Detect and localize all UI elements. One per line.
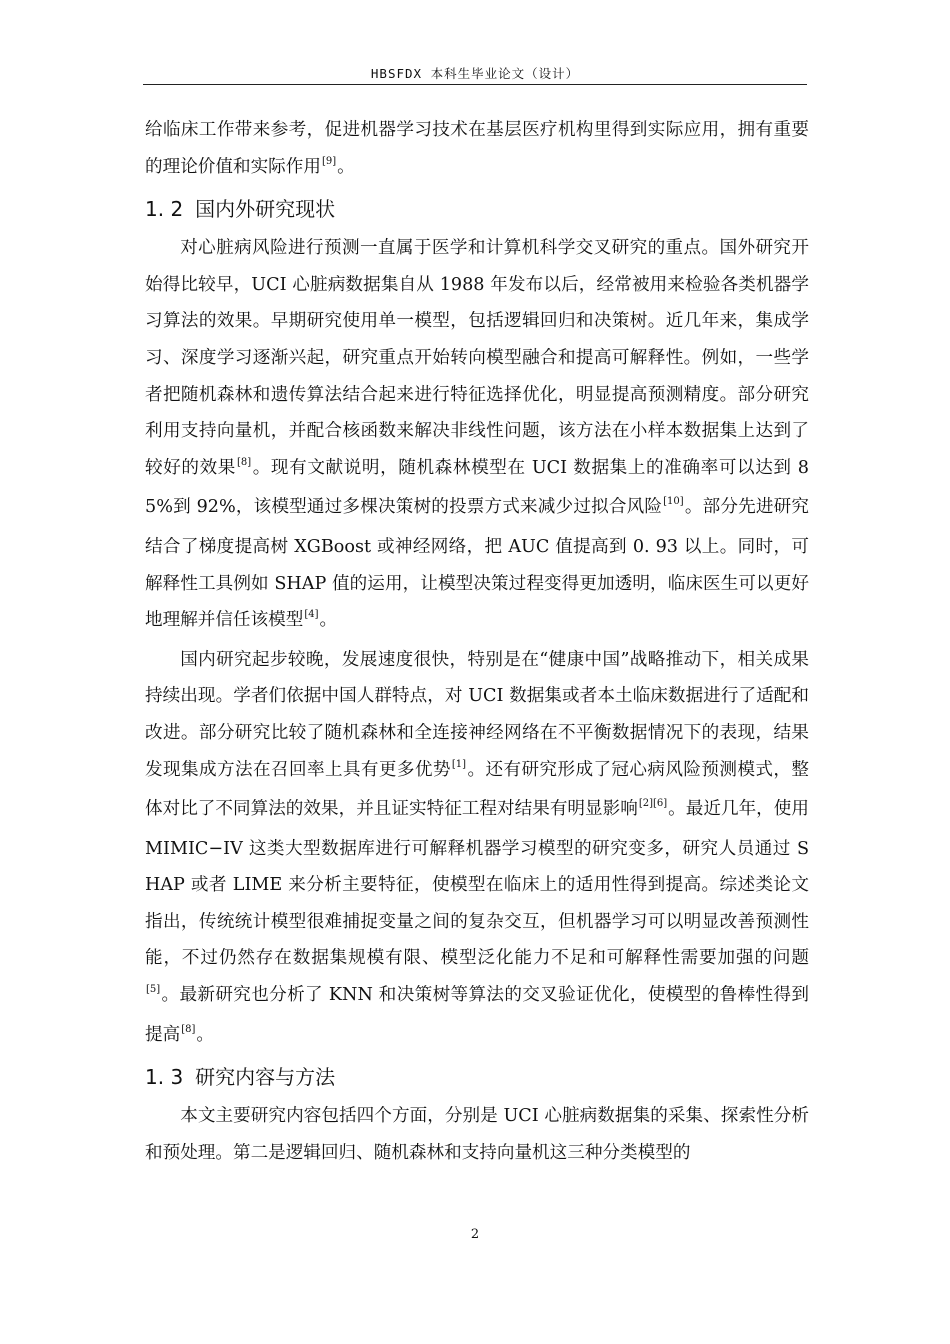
citation-ref[interactable]: [10] [663, 496, 684, 508]
text-span: 。 [196, 1024, 214, 1045]
text-span: 对心脏病风险进行预测一直属于医学和计算机科学交叉研究的重点。国外研究开始得比较早，UCI 心脏病数据集自从 1988 年发布以后，经常被用来检验各类机器学习算法的效果。早期研究使用单一模型，包括逻辑回归和决策树。近几年来，集成学习、深度学习逐渐兴起，研究重点开始转向模型融合和提高可解释性。例如，一些学者把随机森林和遗传算法结合起来进行特征选择优化，明显提高预测精度。部分研究利用支持向量机，并配合核函数来解决非线性问题，该方法在小样本数据集上达到了较好的效果 [145, 238, 809, 478]
citation-ref[interactable]: [8] [181, 1023, 196, 1035]
text-span: 。 [337, 156, 355, 177]
section-heading-1-2 [145, 194, 809, 224]
text-span: 。现有文献说明，随机森林模型在 UCI 数据集上的准确率可以达到 85%到 92%，该模型通过多棵决策树的投票方式来减少过拟合风险 [145, 457, 809, 518]
citation-ref[interactable]: [5] [146, 984, 161, 996]
text-span: 。还有研究形成了冠心病风险预测模式，整体对比了不同算法的效果，并且证实特征工程对结果有明显影响 [145, 759, 809, 820]
section-number: 1. 2 [145, 197, 184, 222]
paragraph-continuation [145, 112, 809, 188]
page-body [145, 112, 809, 1171]
text-span: 。 [319, 610, 338, 631]
page-header: HBSFDX 本科生毕业论文（设计） [370, 66, 580, 81]
text-span: 给临床工作带来参考，促进机器学习技术在基层医疗机构里得到实际应用，拥有重要的理论价值和实际作用 [145, 120, 809, 177]
citation-ref[interactable]: [2][6] [638, 798, 668, 810]
citation-ref[interactable]: [1] [451, 758, 467, 770]
text-span: 国内研究起步较晚，发展速度很快，特别是在“健康中国”战略推动下，相关成果持续出现。学者们依据中国人群特点，对 UCI 数据集或者本土临床数据进行了适配和改进。部分研究比较了随机森林和全连接神经网络在不平衡数据情况下的表现，结果发现集成方法在召回率上具有更多优势 [145, 649, 809, 780]
section-number: 1. 3 [145, 1065, 184, 1090]
text-span: 。最新研究也分析了 KNN 和决策树等算法的交叉验证优化，使模型的鲁棒性得到提高 [145, 985, 809, 1045]
section-heading-1-3 [145, 1062, 809, 1092]
header-rule [143, 84, 807, 85]
citation-ref[interactable]: [8] [236, 456, 252, 468]
paragraph-foreign-research [145, 230, 809, 642]
text-span: 本文主要研究内容包括四个方面，分别是 UCI 心脏病数据集的采集、探索性分析和预处理。第二是逻辑回归、随机森林和支持向量机这三种分类模型的 [145, 1106, 809, 1163]
paragraph-research-content [145, 1098, 809, 1171]
section-title: 研究内容与方法 [195, 1065, 336, 1090]
citation-ref[interactable]: [9] [321, 155, 337, 167]
citation-ref[interactable]: [4] [304, 609, 319, 621]
text-span: 。部分先进研究结合了梯度提高树 XGBoost 或神经网络，把 AUC 值提高到 0. 93 以上。同时，可解释性工具例如 SHAP 值的运用，让模型决策过程变得更加透明，临床医生可以更好地理解并信任该模型 [145, 497, 809, 631]
section-title: 国内外研究现状 [195, 197, 336, 222]
paragraph-domestic-research [145, 642, 809, 1057]
text-span: 。最近几年，使用 MIMIC−IV 这类大型数据库进行可解释机器学习模型的研究变多，研究人员通过 SHAP 或者 LIME 来分析主要特征，使模型在临床上的适用性得到提高。综述类论文指出，传统统计模型很难捕捉变量之间的复杂交互，但机器学习可以明显改善预测性能，不过仍然存在数据集规模有限、模型泛化能力不足和可解释性需要加强的问题 [145, 799, 809, 969]
page-number: 2 [470, 1227, 480, 1242]
